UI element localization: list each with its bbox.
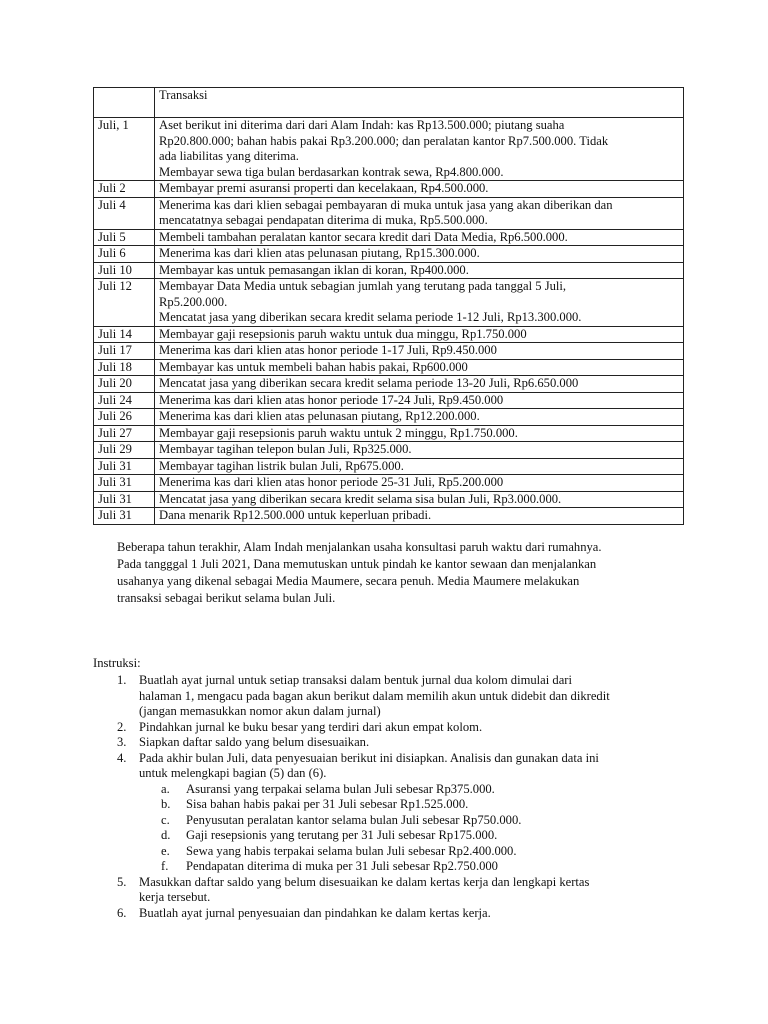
instruction-text	[139, 906, 697, 922]
instruction-line: Siapkan daftar saldo yang belum disesuaikan.	[139, 735, 370, 749]
transaction-date: Juli, 1	[94, 118, 155, 181]
transaction-line: Mencatat jasa yang diberikan secara kredit selama sisa bulan Juli, Rp3.000.000.	[159, 491, 562, 506]
instruction-line: Pada akhir bulan Juli, data penyesuaian berikut ini disiapkan. Analisis dan gunakan data ini	[139, 750, 599, 765]
table-row	[94, 118, 684, 181]
instruction-item	[117, 720, 697, 736]
transaction-date: Juli 26	[94, 409, 155, 426]
adjustment-item	[161, 813, 697, 829]
transaction-date: Juli 2	[94, 181, 155, 198]
transaction-date: Juli 5	[94, 229, 155, 246]
transaction-date: Juli 12	[94, 279, 155, 327]
instruction-item	[117, 735, 697, 751]
instruction-number: 1.	[117, 673, 127, 687]
transaction-line: Membayar tagihan listrik bulan Juli, Rp675.000.	[159, 458, 404, 473]
transaction-table	[93, 87, 684, 525]
transaction-description	[155, 326, 684, 343]
transaction-date: Juli 31	[94, 491, 155, 508]
transaction-description	[155, 491, 684, 508]
transaction-line: Membeli tambahan peralatan kantor secara kredit dari Data Media, Rp6.500.000.	[159, 229, 568, 244]
adjustment-text: Sisa bahan habis pakai per 31 Juli sebesar Rp1.525.000.	[186, 797, 469, 811]
instruction-line: Masukkan daftar saldo yang belum disesuaikan ke dalam kertas kerja dan lengkapi kertas	[139, 874, 590, 889]
table-row	[94, 491, 684, 508]
transaction-date: Juli 24	[94, 392, 155, 409]
instruction-number: 5.	[117, 874, 127, 889]
transaction-line: Rp5.200.000.	[159, 294, 228, 309]
table-row	[94, 326, 684, 343]
transaction-line: Menerima kas dari klien atas honor periode 25-31 Juli, Rp5.200.000	[159, 475, 504, 489]
transaction-description	[155, 475, 684, 492]
table-row	[94, 262, 684, 279]
transaction-description	[155, 425, 684, 442]
adjustment-letter: e.	[161, 843, 170, 858]
table-row	[94, 425, 684, 442]
adjustment-data-list	[139, 782, 697, 875]
table-row	[94, 376, 684, 393]
adjustment-letter: c.	[161, 812, 170, 827]
adjustment-item	[161, 844, 697, 860]
table-row	[94, 229, 684, 246]
intro-paragraph	[117, 539, 677, 607]
transaction-line: Menerima kas dari klien atas pelunasan piutang, Rp15.300.000.	[159, 246, 480, 260]
intro-line: usahanya yang dikenal sebagai Media Maumere, secara penuh. Media Maumere melakukan	[117, 574, 580, 588]
instruction-text	[139, 735, 697, 751]
transaction-line: Membayar gaji resepsionis paruh waktu untuk 2 minggu, Rp1.750.000.	[159, 425, 518, 440]
transaction-line: mencatatnya sebagai pendapatan diterima di muka, Rp5.500.000.	[159, 213, 488, 227]
transaction-date: Juli 31	[94, 475, 155, 492]
table-row	[94, 343, 684, 360]
adjustment-letter: b.	[161, 797, 171, 811]
transaction-line: Rp20.800.000; bahan habis pakai Rp3.200.000; dan peralatan kantor Rp7.500.000. Tidak	[159, 133, 609, 148]
table-row	[94, 458, 684, 475]
instruction-item	[117, 751, 697, 875]
transaction-line: Mencatat jasa yang diberikan secara kredit selama periode 13-20 Juli, Rp6.650.000	[159, 376, 579, 390]
instruction-number: 2.	[117, 719, 127, 734]
table-row	[94, 181, 684, 198]
instruction-line: (jangan memasukkan nomor akun dalam jurnal)	[139, 704, 381, 718]
instructions-list	[117, 673, 697, 921]
transaction-description	[155, 359, 684, 376]
instruction-item	[117, 906, 697, 922]
adjustment-item	[161, 797, 697, 813]
instruction-number: 4.	[117, 750, 127, 765]
adjustment-text: Penyusutan peralatan kantor selama bulan Juli sebesar Rp750.000.	[186, 812, 522, 827]
transaction-date: Juli 6	[94, 246, 155, 263]
transaction-description	[155, 262, 684, 279]
instruction-text	[139, 720, 697, 736]
adjustment-letter: d.	[161, 828, 171, 842]
instruction-number: 6.	[117, 905, 127, 920]
table-row	[94, 475, 684, 492]
transaction-line: Membayar gaji resepsionis paruh waktu untuk dua minggu, Rp1.750.000	[159, 326, 527, 341]
transaction-description	[155, 458, 684, 475]
transaction-line: Menerima kas dari klien atas pelunasan piutang, Rp12.200.000.	[159, 409, 480, 423]
adjustment-text: Gaji resepsionis yang terutang per 31 Juli sebesar Rp175.000.	[186, 828, 498, 842]
table-row	[94, 197, 684, 229]
transaction-date: Juli 18	[94, 359, 155, 376]
transaction-description	[155, 343, 684, 360]
table-row	[94, 508, 684, 525]
table-row	[94, 359, 684, 376]
instruction-line: Buatlah ayat jurnal penyesuaian dan pindahkan ke dalam kertas kerja.	[139, 905, 491, 920]
transaction-line: Membayar Data Media untuk sebagian jumlah yang terutang pada tanggal 5 Juli,	[159, 279, 567, 293]
transaction-date: Juli 10	[94, 262, 155, 279]
transaction-description	[155, 409, 684, 426]
transaction-date: Juli 31	[94, 458, 155, 475]
instruction-line: Buatlah ayat jurnal untuk setiap transaksi dalam bentuk jurnal dua kolom dimulai dari	[139, 673, 572, 687]
transaction-date: Juli 17	[94, 343, 155, 360]
header-transaction-cell: Transaksi	[155, 88, 684, 118]
instruction-item	[117, 673, 697, 720]
intro-line: transaksi sebagai berikut selama bulan Juli.	[117, 591, 336, 605]
transaction-description	[155, 376, 684, 393]
intro-line: Beberapa tahun terakhir, Alam Indah menjalankan usaha konsultasi paruh waktu dari rumahnya.	[117, 540, 602, 554]
transaction-line: Menerima kas dari klien sebagai pembayaran di muka untuk jasa yang akan diberikan dan	[159, 197, 613, 212]
transaction-date: Juli 14	[94, 326, 155, 343]
instruction-line: Pindahkan jurnal ke buku besar yang terdiri dari akun empat kolom.	[139, 719, 483, 734]
instruction-line: halaman 1, mengacu pada bagan akun berikut dalam memilih akun untuk didebit dan dikredit	[139, 688, 610, 703]
instruction-text	[139, 673, 697, 720]
table-row	[94, 409, 684, 426]
transaction-date: Juli 27	[94, 425, 155, 442]
transaction-line: Membayar sewa tiga bulan berdasarkan kontrak sewa, Rp4.800.000.	[159, 164, 504, 179]
adjustment-item	[161, 782, 697, 798]
table-row	[94, 392, 684, 409]
transaction-line: Membayar kas untuk pemasangan iklan di koran, Rp400.000.	[159, 262, 469, 277]
instruction-number: 3.	[117, 735, 127, 749]
instruction-line: kerja tersebut.	[139, 890, 211, 904]
instruction-line: untuk melengkapi bagian (5) dan (6).	[139, 766, 327, 780]
adjustment-item	[161, 859, 697, 875]
table-row	[94, 279, 684, 327]
adjustment-letter: a.	[161, 781, 170, 796]
transaction-line: ada liabilitas yang diterima.	[159, 149, 299, 163]
transaction-description	[155, 442, 684, 459]
transaction-line: Aset berikut ini diterima dari dari Alam Indah: kas Rp13.500.000; piutang suaha	[159, 118, 565, 132]
adjustment-text: Asuransi yang terpakai selama bulan Juli sebesar Rp375.000.	[186, 781, 495, 796]
transaction-date: Juli 4	[94, 197, 155, 229]
adjustment-item	[161, 828, 697, 844]
transaction-line: Menerima kas dari klien atas honor periode 1-17 Juli, Rp9.450.000	[159, 343, 497, 357]
transaction-description	[155, 246, 684, 263]
transaction-date: Juli 31	[94, 508, 155, 525]
transaction-description	[155, 279, 684, 327]
transaction-date: Juli 20	[94, 376, 155, 393]
transaction-description	[155, 508, 684, 525]
instruction-text	[139, 875, 697, 906]
transaction-line: Membayar tagihan telepon bulan Juli, Rp325.000.	[159, 442, 412, 456]
instructions-label: Instruksi:	[93, 656, 141, 670]
adjustment-text: Pendapatan diterima di muka per 31 Juli sebesar Rp2.750.000	[186, 859, 498, 873]
adjustment-text: Sewa yang habis terpakai selama bulan Juli sebesar Rp2.400.000.	[186, 843, 517, 858]
transaction-description	[155, 229, 684, 246]
adjustment-letter: f.	[161, 859, 169, 873]
transaction-line: Menerima kas dari klien atas honor periode 17-24 Juli, Rp9.450.000	[159, 392, 504, 407]
transaction-line: Dana menarik Rp12.500.000 untuk keperluan pribadi.	[159, 508, 432, 522]
intro-line: Pada tangggal 1 Juli 2021, Dana memutuskan untuk pindah ke kantor sewaan dan menjalankan	[117, 557, 597, 571]
table-row	[94, 246, 684, 263]
transaction-line: Mencatat jasa yang diberikan secara kredit selama periode 1-12 Juli, Rp13.300.000.	[159, 310, 582, 324]
transaction-description	[155, 197, 684, 229]
table-header-row	[94, 88, 684, 118]
instruction-text	[139, 751, 697, 782]
header-date-cell	[94, 88, 155, 118]
transaction-description	[155, 181, 684, 198]
table-row	[94, 442, 684, 459]
transaction-description	[155, 118, 684, 181]
transaction-description	[155, 392, 684, 409]
transaction-line: Membayar premi asuransi properti dan kecelakaan, Rp4.500.000.	[159, 181, 489, 195]
transaction-line: Membayar kas untuk membeli bahan habis pakai, Rp600.000	[159, 359, 468, 374]
transaction-date: Juli 29	[94, 442, 155, 459]
instruction-item	[117, 875, 697, 906]
